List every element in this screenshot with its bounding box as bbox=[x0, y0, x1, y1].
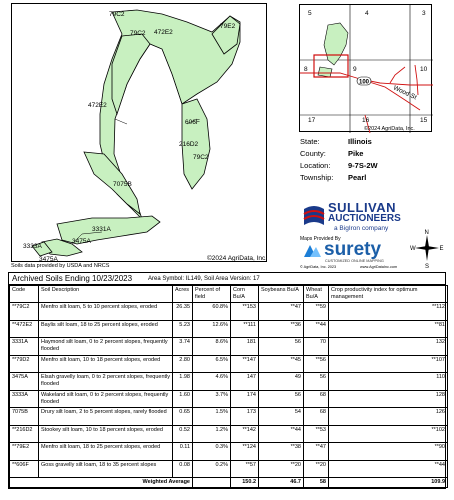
sullivan-name: SULLIVAN bbox=[328, 200, 397, 215]
table-cell: **57 bbox=[231, 460, 259, 478]
section-number: 9 bbox=[353, 66, 357, 73]
table-cell: **44 bbox=[329, 460, 448, 478]
svg-text:E: E bbox=[439, 246, 444, 252]
table-cell: **153 bbox=[231, 303, 259, 321]
table-cell: **142 bbox=[231, 425, 259, 443]
table-row bbox=[10, 303, 448, 321]
table-cell: Elsah gravelly loam, 0 to 2 percent slopes, frequently flooded bbox=[39, 373, 173, 391]
table-cell: **124 bbox=[231, 443, 259, 461]
table-cell: **47 bbox=[259, 303, 304, 321]
locator-map[interactable] bbox=[299, 4, 432, 132]
info-location: Location: 9-7S-2W bbox=[300, 161, 378, 170]
table-cell: Goss gravelly silt loam, 18 to 35 percent slopes bbox=[39, 460, 173, 478]
table-cell: **216D2 bbox=[10, 425, 39, 443]
table-row bbox=[10, 408, 448, 426]
total-cell: 150.2 bbox=[231, 478, 259, 488]
table-row bbox=[10, 390, 448, 408]
map-label: 606F bbox=[185, 119, 200, 126]
locator-soil-small bbox=[318, 67, 332, 77]
table-cell: Haymond silt loam, 0 to 2 percent slopes, frequently flooded bbox=[39, 338, 173, 356]
section-number: 16 bbox=[362, 117, 370, 124]
surety-mark-icon bbox=[300, 243, 322, 261]
table-cell: 181 bbox=[231, 338, 259, 356]
table-cell: Baylis silt loam, 18 to 25 percent slopes, eroded bbox=[39, 320, 173, 338]
table-cell: **20 bbox=[304, 460, 329, 478]
map-label: 79C2 bbox=[193, 154, 209, 161]
table-cell: **59 bbox=[304, 303, 329, 321]
table-cell: **45 bbox=[259, 355, 304, 373]
map-label: 79C2 bbox=[130, 30, 146, 37]
table-cell: **79C2 bbox=[10, 303, 39, 321]
table-cell: **36 bbox=[259, 320, 304, 338]
table-cell: 0.11 bbox=[173, 443, 193, 461]
sullivan-logo bbox=[300, 200, 412, 236]
table-cell: **111 bbox=[231, 320, 259, 338]
section-number: 3 bbox=[422, 10, 426, 17]
table-row bbox=[10, 373, 448, 391]
surety-logo bbox=[300, 236, 408, 272]
table-cell: 3.7% bbox=[193, 390, 231, 408]
table-cell: 56 bbox=[259, 390, 304, 408]
table-cell: 0.2% bbox=[193, 460, 231, 478]
table-cell: 56 bbox=[259, 338, 304, 356]
info-township: Township: Pearl bbox=[300, 173, 367, 182]
soil-map-svg bbox=[12, 4, 268, 263]
svg-text:W: W bbox=[410, 246, 416, 252]
table-header-row bbox=[10, 286, 448, 303]
sullivan-tagline: a BigIron company bbox=[334, 225, 389, 232]
compass-icon bbox=[410, 228, 444, 268]
table-total-row bbox=[10, 478, 448, 488]
table-row bbox=[10, 320, 448, 338]
table-row bbox=[10, 338, 448, 356]
map-label: 79E2 bbox=[220, 23, 236, 30]
table-cell: 1.2% bbox=[193, 425, 231, 443]
locator-soil-area bbox=[324, 23, 348, 65]
table-cell: 2.80 bbox=[173, 355, 193, 373]
table-cell: 68 bbox=[304, 390, 329, 408]
table-cell: **56 bbox=[304, 355, 329, 373]
table-cell: 60.8% bbox=[193, 303, 231, 321]
table-cell: **47 bbox=[304, 443, 329, 461]
table-cell: 174 bbox=[231, 390, 259, 408]
svg-text:N: N bbox=[424, 230, 429, 236]
table-cell: 3331A bbox=[10, 338, 39, 356]
section-number: 5 bbox=[308, 10, 312, 17]
table-cell: 128 bbox=[329, 390, 448, 408]
svg-text:S: S bbox=[425, 264, 430, 268]
section-number: 8 bbox=[304, 66, 308, 73]
section-number: 17 bbox=[308, 117, 316, 124]
map-label: 7075B bbox=[113, 181, 132, 188]
map-label: 3475A bbox=[72, 238, 91, 245]
table-cell: **107 bbox=[329, 355, 448, 373]
table-cell: 0.3% bbox=[193, 443, 231, 461]
total-cell: 46.7 bbox=[259, 478, 304, 488]
main-soil-map[interactable] bbox=[11, 3, 267, 262]
table-cell: Wakeland silt loam, 0 to 2 percent slopes, frequently flooded bbox=[39, 390, 173, 408]
total-cell: 109.9 bbox=[329, 478, 448, 488]
table-cell: 132 bbox=[329, 338, 448, 356]
column-header: Acres bbox=[173, 286, 193, 303]
table-cell: 1.60 bbox=[173, 390, 193, 408]
column-header: Crop productivity index for optimum management bbox=[329, 286, 448, 303]
table-cell: 0.65 bbox=[173, 408, 193, 426]
maps-provided-by: Maps Provided By bbox=[300, 236, 341, 242]
table-cell: **112 bbox=[329, 303, 448, 321]
table-cell: 147 bbox=[231, 373, 259, 391]
table-cell: 54 bbox=[259, 408, 304, 426]
soil-table bbox=[8, 272, 446, 489]
locator-map-svg bbox=[300, 5, 433, 133]
table-cell: Menfro silt loam, 10 to 18 percent slopes, eroded bbox=[39, 355, 173, 373]
table-title-bar bbox=[9, 273, 445, 285]
table-cell: **90 bbox=[329, 443, 448, 461]
road-number: 100 bbox=[359, 79, 370, 86]
section-number: 10 bbox=[420, 66, 428, 73]
table-cell: 6.5% bbox=[193, 355, 231, 373]
column-header: Code bbox=[10, 286, 39, 303]
table-cell: **147 bbox=[231, 355, 259, 373]
table-cell: **38 bbox=[259, 443, 304, 461]
table-cell: 1.98 bbox=[173, 373, 193, 391]
total-label-cell: Weighted Average bbox=[10, 478, 193, 488]
column-header: Corn Bu/A bbox=[231, 286, 259, 303]
table-cell: 56 bbox=[304, 373, 329, 391]
column-header: Soil Description bbox=[39, 286, 173, 303]
table-cell: 0.08 bbox=[173, 460, 193, 478]
table-title: Archived Soils Ending 10/23/2023 bbox=[12, 274, 133, 283]
table-cell: 173 bbox=[231, 408, 259, 426]
table-cell: 12.6% bbox=[193, 320, 231, 338]
column-header: Soybeans Bu/A bbox=[259, 286, 304, 303]
surety-footer-right: www.AgriDataInc.com bbox=[360, 265, 398, 269]
locator-copyright: ©2024 AgriData, Inc. bbox=[364, 126, 415, 132]
table-cell: 3.74 bbox=[173, 338, 193, 356]
compass-rose bbox=[410, 228, 444, 268]
table-cell: Menfro silt loam, 5 to 10 percent slopes, eroded bbox=[39, 303, 173, 321]
table-cell: 126 bbox=[329, 408, 448, 426]
table-cell: 68 bbox=[304, 408, 329, 426]
table-cell: 1.5% bbox=[193, 408, 231, 426]
table-cell: Menfro silt loam, 18 to 25 percent slopes, eroded bbox=[39, 443, 173, 461]
table-row bbox=[10, 425, 448, 443]
table-cell: 4.6% bbox=[193, 373, 231, 391]
table-row bbox=[10, 443, 448, 461]
table-cell bbox=[193, 478, 231, 488]
table-subtitle: Area Symbol: IL149, Soil Area Version: 17 bbox=[148, 276, 260, 282]
section-number: 4 bbox=[365, 10, 369, 17]
table-cell: Stookey silt loam, 10 to 18 percent slopes, eroded bbox=[39, 425, 173, 443]
table-cell: **44 bbox=[259, 425, 304, 443]
sullivan-subtitle: AUCTIONEERS bbox=[328, 213, 401, 224]
flag-icon bbox=[300, 203, 328, 231]
table-cell: Drury silt loam, 2 to 5 percent slopes, rarely flooded bbox=[39, 408, 173, 426]
table-cell: 110 bbox=[329, 373, 448, 391]
surety-tagline: CUSTOMIZED ONLINE MAPPING bbox=[325, 259, 384, 263]
table-cell: 0.52 bbox=[173, 425, 193, 443]
road-name: Wood St bbox=[392, 84, 418, 102]
soil-data-table bbox=[9, 285, 448, 488]
table-cell: **44 bbox=[304, 320, 329, 338]
table-cell: 7075B bbox=[10, 408, 39, 426]
column-header: Wheat Bu/A bbox=[304, 286, 329, 303]
map-label: 3475A bbox=[39, 256, 58, 263]
table-cell: 49 bbox=[259, 373, 304, 391]
section-number: 15 bbox=[420, 117, 428, 124]
table-cell: 70 bbox=[304, 338, 329, 356]
table-cell: 3333A bbox=[10, 390, 39, 408]
table-cell: **79D2 bbox=[10, 355, 39, 373]
table-cell: **20 bbox=[259, 460, 304, 478]
map-label: 3333A bbox=[23, 243, 42, 250]
map-label: 79C2 bbox=[109, 11, 125, 18]
surety-name: surety bbox=[324, 239, 382, 260]
map-label: 472E2 bbox=[88, 102, 107, 109]
table-cell: **79E2 bbox=[10, 443, 39, 461]
table-cell: **53 bbox=[304, 425, 329, 443]
table-row bbox=[10, 355, 448, 373]
table-row bbox=[10, 460, 448, 478]
map-copyright: ©2024 AgriData, Inc. bbox=[207, 255, 268, 262]
table-cell: **606F bbox=[10, 460, 39, 478]
total-cell: 58 bbox=[304, 478, 329, 488]
table-cell: 8.6% bbox=[193, 338, 231, 356]
info-county: County: Pike bbox=[300, 149, 364, 158]
map-label: 472E2 bbox=[154, 29, 173, 36]
map-attribution: Soils data provided by USDA and NRCS bbox=[11, 263, 110, 269]
table-cell: **81 bbox=[329, 320, 448, 338]
table-cell: 3475A bbox=[10, 373, 39, 391]
table-cell: **472E2 bbox=[10, 320, 39, 338]
map-label: 216D2 bbox=[179, 141, 199, 148]
column-header: Percent of field bbox=[193, 286, 231, 303]
table-cell: 5.23 bbox=[173, 320, 193, 338]
map-label: 3331A bbox=[92, 226, 111, 233]
table-cell: **102 bbox=[329, 425, 448, 443]
info-state: State: Illinois bbox=[300, 137, 372, 146]
surety-footer-left: © AgriData, Inc. 2023 bbox=[300, 265, 337, 269]
table-cell: 26.35 bbox=[173, 303, 193, 321]
